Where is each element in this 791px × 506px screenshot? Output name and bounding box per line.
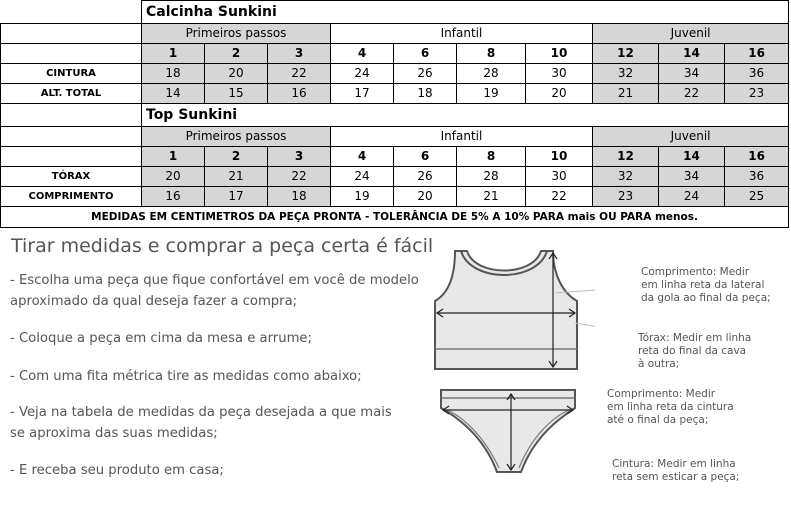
step-2: - Coloque a peça em cima da mesa e arrume;	[10, 331, 312, 346]
value-cell: 22	[268, 64, 331, 84]
value-cell: 21	[593, 84, 659, 104]
size-header: 8	[457, 147, 526, 167]
size-header: 3	[268, 44, 331, 64]
value-cell: 34	[659, 64, 725, 84]
value-cell: 30	[526, 64, 593, 84]
size-header: 12	[593, 147, 659, 167]
value-cell: 20	[526, 84, 593, 104]
value-cell: 24	[659, 187, 725, 207]
group-infantil: Infantil	[331, 127, 593, 147]
row-label-comprimento: COMPRIMENTO	[1, 187, 142, 207]
annotation-top-chest: Tórax: Medir em linha reta do final da cava à outra;	[638, 332, 752, 370]
empty-cell	[1, 24, 142, 44]
value-cell: 23	[725, 84, 789, 104]
tolerance-note: MEDIDAS EM CENTIMETROS DA PEÇA PRONTA - TOLERÂNCIA DE 5% A 10% PARA mais OU PARA menos.	[1, 207, 789, 228]
value-cell: 24	[331, 64, 394, 84]
size-header: 1	[142, 44, 205, 64]
top-title: Top Sunkini	[142, 104, 789, 127]
annotation-briefs-length: Comprimento: Medir em linha reta da cintura até o final da peça;	[607, 388, 734, 426]
value-cell: 25	[725, 187, 789, 207]
value-cell: 22	[268, 167, 331, 187]
size-header: 6	[394, 147, 457, 167]
empty-cell	[1, 127, 142, 147]
value-cell: 20	[394, 187, 457, 207]
value-cell: 34	[659, 167, 725, 187]
row-label-alt-total: ALT. TOTAL	[1, 84, 142, 104]
value-cell: 26	[394, 64, 457, 84]
value-cell: 21	[205, 167, 268, 187]
size-header: 2	[205, 44, 268, 64]
value-cell: 32	[593, 64, 659, 84]
empty-cell	[1, 44, 142, 64]
annotation-top-length: Comprimento: Medir em linha reta da lateral da gola ao final da peça;	[641, 266, 771, 304]
value-cell: 20	[205, 64, 268, 84]
size-table	[0, 0, 789, 228]
size-header: 14	[659, 147, 725, 167]
group-infantil: Infantil	[331, 24, 593, 44]
group-juvenil: Juvenil	[593, 127, 789, 147]
value-cell: 32	[593, 167, 659, 187]
size-header: 8	[457, 44, 526, 64]
value-cell: 15	[205, 84, 268, 104]
value-cell: 26	[394, 167, 457, 187]
size-header: 16	[725, 147, 789, 167]
value-cell: 28	[457, 167, 526, 187]
value-cell: 14	[142, 84, 205, 104]
value-cell: 18	[142, 64, 205, 84]
value-cell: 16	[268, 84, 331, 104]
value-cell: 23	[593, 187, 659, 207]
value-cell: 16	[142, 187, 205, 207]
step-4: - Veja na tabela de medidas da peça desejada a que mais	[10, 405, 392, 420]
group-primeiros-passos: Primeiros passos	[142, 127, 331, 147]
row-label-torax: TÓRAX	[1, 167, 142, 187]
size-header: 10	[526, 44, 593, 64]
step-1: - Escolha uma peça que fique confortável em você de modelo	[10, 273, 419, 288]
size-header: 3	[268, 147, 331, 167]
value-cell: 30	[526, 167, 593, 187]
size-header: 12	[593, 44, 659, 64]
annotation-briefs-waist: Cintura: Medir em linha reta sem esticar a peça;	[612, 458, 740, 483]
size-header: 16	[725, 44, 789, 64]
value-cell: 19	[457, 84, 526, 104]
top-garment-illustration	[425, 245, 595, 375]
row-label-cintura: CINTURA	[1, 64, 142, 84]
step-4-cont: se aproxima das suas medidas;	[10, 426, 218, 441]
step-3: - Com uma fita métrica tire as medidas como abaixo;	[10, 369, 362, 384]
size-header: 4	[331, 44, 394, 64]
value-cell: 17	[331, 84, 394, 104]
size-header: 4	[331, 147, 394, 167]
value-cell: 24	[331, 167, 394, 187]
value-cell: 36	[725, 64, 789, 84]
size-header: 6	[394, 44, 457, 64]
value-cell: 22	[526, 187, 593, 207]
calcinha-title: Calcinha Sunkini	[142, 1, 789, 24]
size-header: 2	[205, 147, 268, 167]
group-juvenil: Juvenil	[593, 24, 789, 44]
value-cell: 22	[659, 84, 725, 104]
group-primeiros-passos: Primeiros passos	[142, 24, 331, 44]
size-header: 10	[526, 147, 593, 167]
guide-title: Tirar medidas e comprar a peça certa é fácil	[11, 235, 434, 257]
size-header: 1	[142, 147, 205, 167]
value-cell: 28	[457, 64, 526, 84]
corner-cell	[1, 1, 142, 24]
step-1-cont: aproximado da qual deseja fazer a compra;	[10, 294, 298, 309]
value-cell: 21	[457, 187, 526, 207]
value-cell: 17	[205, 187, 268, 207]
value-cell: 18	[268, 187, 331, 207]
empty-cell	[1, 104, 142, 127]
value-cell: 20	[142, 167, 205, 187]
step-5: - E receba seu produto em casa;	[10, 463, 224, 478]
empty-cell	[1, 147, 142, 167]
value-cell: 18	[394, 84, 457, 104]
value-cell: 36	[725, 167, 789, 187]
value-cell: 19	[331, 187, 394, 207]
size-header: 14	[659, 44, 725, 64]
briefs-illustration	[425, 382, 595, 482]
